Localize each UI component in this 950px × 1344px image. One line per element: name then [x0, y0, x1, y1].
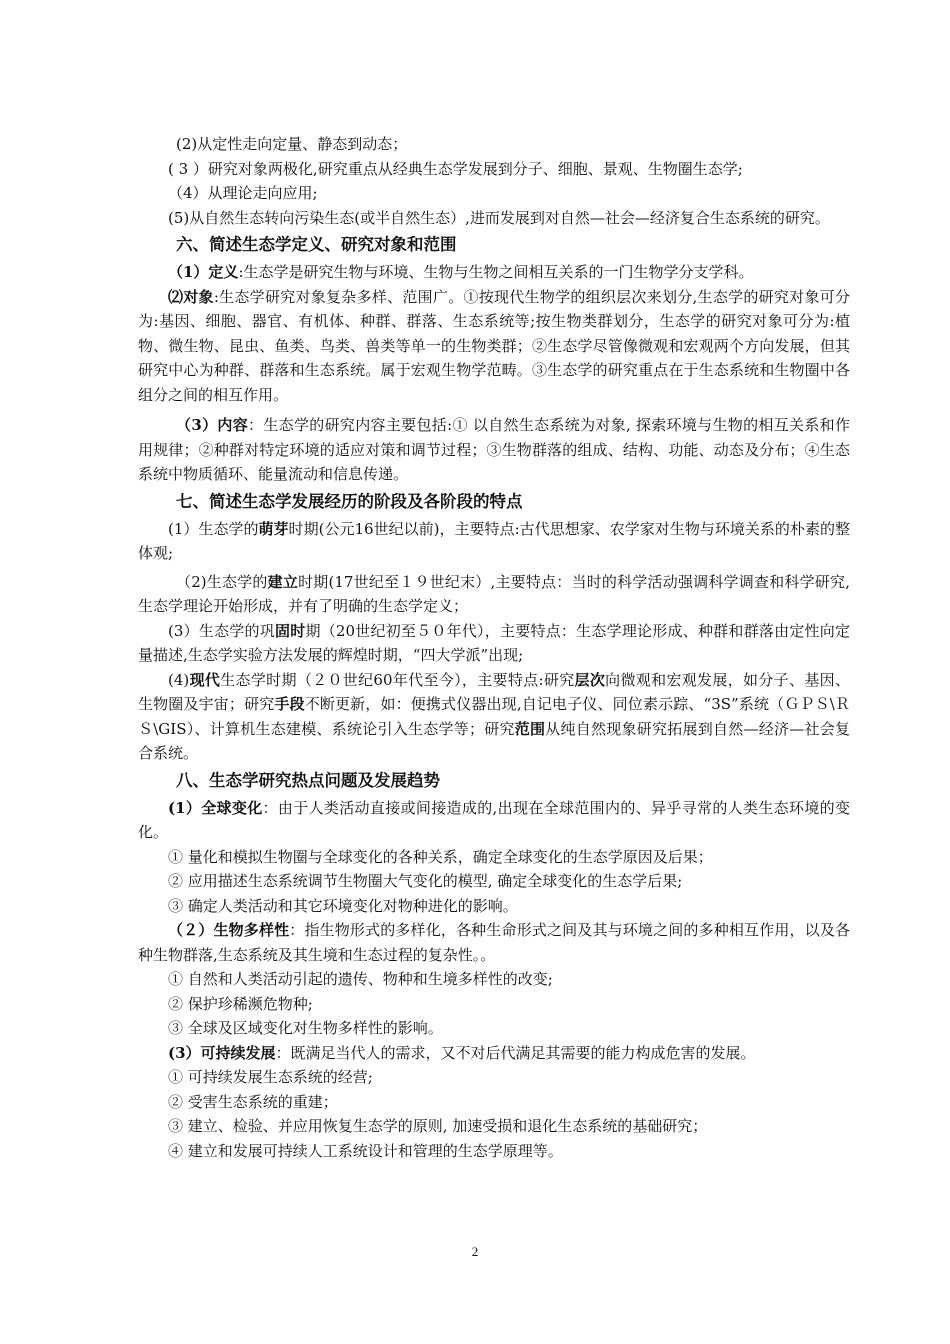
s8-biodiversity-label: （２）生物多样性: [168, 921, 290, 939]
s6-content: [138, 413, 850, 487]
trend-line-3: ( 3 ）研究对象两极化,研究重点从经典生态学发展到分子、细胞、景观、生物圈生态学;: [168, 159, 743, 178]
s7-stage-4-text-c: 不断更新，如：便携式仪器出现,自记电子仪、同位素示踪、“3S”系统（ＧＰＳ\ＲＳ\GIS）、计算机生态建模、系统论引入生态学等；研究: [138, 695, 850, 738]
s7-stage-2-key: 建立: [267, 572, 299, 591]
s7-stage-1: [138, 517, 850, 566]
s7-stage-2: [138, 570, 850, 619]
s8-bio-item-1: ① 自然和人类活动引起的遗传、物种和生境多样性的改变;: [168, 970, 553, 988]
s8-sus-item-1: ① 可持续发展生态系统的经营;: [168, 1068, 373, 1086]
s8-bio-item-2: ② 保护珍稀濒危物种;: [168, 994, 313, 1013]
s8-global-item-1: ① 量化和模拟生物圈与全球变化的各种关系，确定全球变化的生态学原因及后果；: [168, 847, 713, 866]
s8-global-item-2: ② 应用描述生态系统调节生物圈大气变化的模型, 确定全球变化的生态学后果;: [168, 872, 683, 890]
s7-stage-1-prefix: (1）生态学的: [168, 519, 259, 538]
s7-stage-3-prefix: (3）生态学的巩: [168, 621, 275, 640]
s6-object-text: :生态学研究对象复杂多样、范围广。①按现代生物学的组织层次来划分,生态学的研究对象可分为:基因、细胞、器官、有机体、种群、群落、生态系统等;按生物类群划分，生态学的研究对象可分为:植物、微生物、昆虫、鱼类、鸟类、兽类等单一的生物类群；②生态学尽管像微观和宏观两个方向发展，但其研究中心为种群、群落和生态系统。属于宏观生物学范畴。③生态学的研究重点在于生态系统和生物圈中各组分之间的相互作用。: [138, 287, 850, 404]
s7-stage-2-prefix: （2)生态学的: [176, 572, 268, 591]
section-7-heading: 七、简述生态学发展经历的阶段及各阶段的特点: [176, 491, 523, 511]
s7-stage-1-text: 时期(公元16世纪以前)，主要特点:古代思想家、农学家对生物与环境关系的朴素的整体观;: [138, 519, 850, 562]
s8-global-item-3: ③ 确定人类活动和其它环境变化对物种进化的影响。: [168, 896, 518, 915]
s8-sus-item-4: ④ 建立和发展可持续人工系统设计和管理的生态学原理等。: [168, 1141, 563, 1160]
s8-global-change-text: ：由于人类活动直接或间接造成的,出现在全球范围内的、异乎寻常的人类生态环境的变化。: [138, 798, 850, 841]
s7-stage-1-key: 萌芽: [258, 519, 289, 538]
s7-stage-4-text-d: 从纯自然现象研究拓展到自然—经济—社会复合系统。: [138, 719, 850, 762]
s7-stage-4-key-scope: 范围: [514, 719, 546, 738]
s6-definition-label: （1）定义: [168, 263, 239, 281]
s8-bio-item-3: ③ 全球及区域变化对生物多样性的影响。: [168, 1019, 443, 1037]
section-6-heading: 六、简述生态学定义、研究对象和范围: [176, 235, 457, 254]
s8-biodiversity-text: ：指生物形式的多样化，各种生命形式之间及其与环境之间的多种相互作用，以及各种生物群落,生态系统及其生境和生态过程的复杂性。。: [138, 921, 850, 964]
s6-content-label: （3）内容: [176, 416, 249, 434]
s7-stage-3-key: 固时: [275, 621, 306, 640]
s8-global-change-label: (1）全球变化: [168, 798, 263, 817]
s7-stage-4-prefix: (4): [168, 670, 190, 689]
s8-sustainable: [138, 1041, 850, 1066]
s6-definition-text: :生态学是研究生物与环境、生物与生物之间相互关系的一门生物学分支学科。: [238, 263, 754, 281]
s7-stage-4-key-means: 手段: [274, 695, 305, 713]
s7-stage-4-key-level: 层次: [574, 670, 606, 689]
s7-stage-3-text: 期（20世纪初至５０年代），主要特点：生态学理论形成、种群和群落由定性向定量描述,生态学实验方法发展的辉煌时期，“四大学派”出现;: [138, 621, 851, 664]
s8-sustainable-text: ：既满足当代人的需求，又不对后代满足其需要的能力构成危害的发展。: [275, 1043, 756, 1062]
s8-global-change: [138, 796, 850, 845]
s7-stage-4-text-b: 向微观和宏观发展，如分子、基因、生物圈及宇宙；研究: [138, 670, 850, 713]
s7-stage-4: [138, 668, 850, 766]
trend-line-4: （4）从理论走向应用;: [168, 184, 318, 202]
s8-biodiversity: [138, 918, 850, 967]
s6-object-label: ⑵对象: [168, 287, 214, 306]
section-8-heading: 八、生态学研究热点问题及发展趋势: [176, 770, 440, 790]
s8-sustainable-label: (3）可持续发展: [168, 1043, 276, 1062]
s8-sus-item-3: ③ 建立、检验、并应用恢复生态学的原则, 加速受损和退化生态系统的基础研究；: [168, 1117, 708, 1135]
s7-stage-2-text: 时期(17世纪至１９世纪末）,主要特点：当时的科学活动强调科学调查和科学研究,生态学理论开始形成，并有了明确的生态学定义；: [138, 572, 850, 615]
page-number: 2: [471, 1244, 479, 1259]
s7-stage-4-text-a: 生态学时期（２０世纪60年代至今），主要特点:研究: [220, 670, 575, 689]
s6-content-text: ：生态学的研究内容主要包括:① 以自然生态系统为对象, 探索环境与生物的相互关系和作用规律；②种群对特定环境的适应对策和调节过程；③生物群落的组成、结构、功能、动态及分布；④生态系统中物质循环、能量流动和信息传递。: [138, 416, 850, 483]
s7-stage-4-key: 现代: [189, 670, 221, 689]
trend-line-5: (5)从自然生态转向污染生态(或半自然生态）,进而发展到对自然—社会—经济复合生态系统的研究。: [168, 208, 830, 227]
s7-stage-3: [138, 619, 850, 668]
s6-object: [138, 285, 850, 408]
page-content: [138, 132, 850, 1163]
s6-definition: [138, 260, 850, 285]
s8-sus-item-2: ② 受害生态系统的重建；: [168, 1092, 338, 1111]
trend-line-2: (2)从定性走向定量、静态到动态；: [176, 135, 408, 153]
